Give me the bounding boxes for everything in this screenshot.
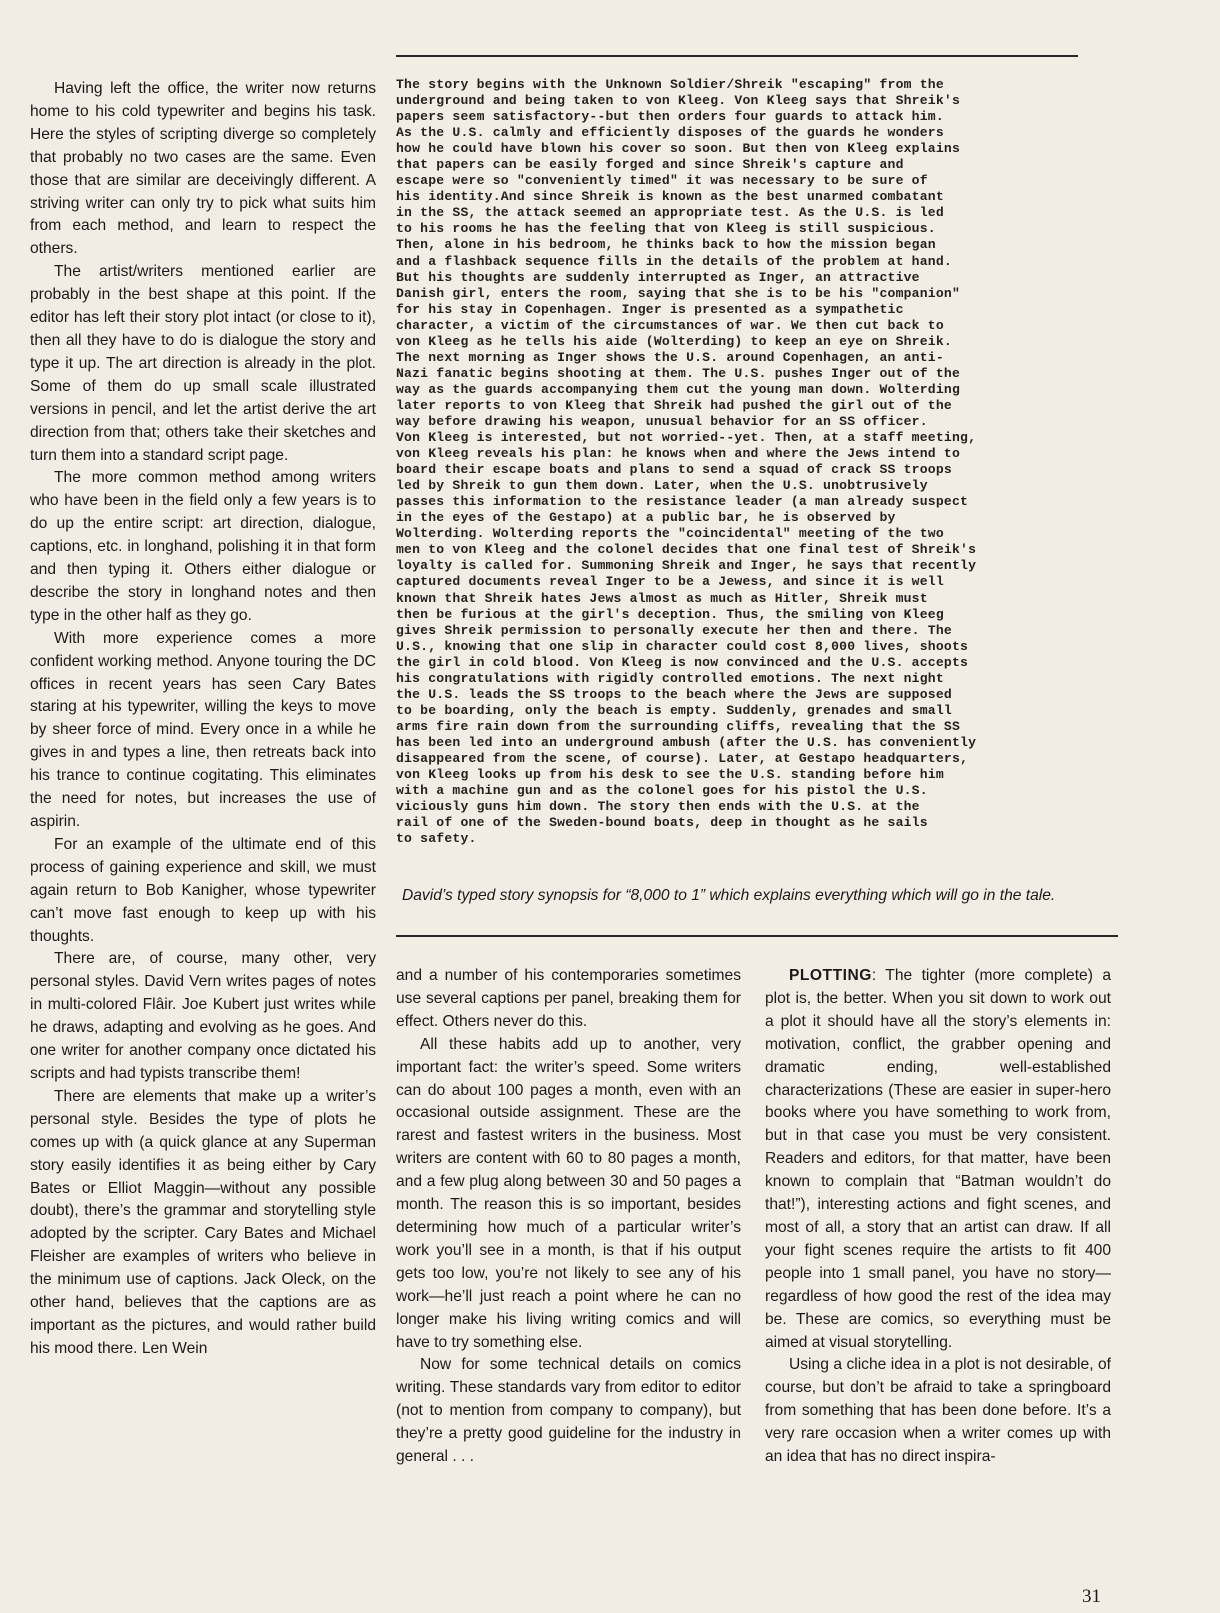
synopsis-line: von Kleeg reveals his plan: he knows when and where the Jews intend to [396,446,961,462]
synopsis-line: has been led into an underground ambush (after the U.S. has conveniently [396,734,977,750]
left-paragraph-1: Having left the office, the writer now returns home to his cold typewriter and begins his task. Here the styles of scripting diverge so completely that probably no two cases are the same. Even those that are similar are deceivingly different. A striving writer can only try to pick what suits him from each method, and learn to respect the others. [30,80,376,258]
plotting-paragraph [765,965,1111,1354]
synopsis-line: captured documents reveal Inger to be a Jewess, and since it is well [396,574,944,590]
synopsis-line: way before drawing his weapon, unusual behavior for an SS officer. [396,413,928,429]
synopsis-line: led by Shreik to gun them down. Later, when the U.S. unobtrusively [396,478,928,494]
synopsis-line: and a flashback sequence fills in the details of the problem at hand. [396,253,952,269]
synopsis-line: later reports to von Kleeg that Shreik had pushed the girl out of the [396,397,952,413]
synopsis-line: The story begins with the Unknown Soldier/Shreik "escaping" from the [396,77,944,92]
middle-paragraph-3: Now for some technical details on comics writing. These standards vary from editor to editor (not to mention from company to company), but they’re a pretty good guideline for the industry in general . . . [396,1356,741,1466]
synopsis-line: in the SS, the attack seemed an appropriate test. As the U.S. is led [396,205,944,221]
synopsis-line: way as the guards accompanying them cut the young man down. Wolterding [396,381,961,397]
middle-column [396,965,741,1469]
plotting-text: : The tighter (more complete) a plot is, the better. When you sit down to work out a plot it should have all the story’s elements in: motivation, conflict, the grabber opening and dramatic ending, well-established characterizations (These are easier in super-hero books where you have something to work from, but in that case you must be very consistent. Readers and editors, for that matter, have been known to complain that “Batman wouldn’t do that!”), interesting actions and fight scenes, and most of all, a story that an artist can draw. If all your fight scenes require the artists to fit 400 people into 1 small panel, you have no story—regardless of how good the rest of the idea may be. These are comics, so everything must be aimed at visual storytelling. [765,967,1111,1351]
synopsis-line: But his thoughts are suddenly interrupted as Inger, an attractive [396,269,920,285]
synopsis-line: von Kleeg as he tells his aide (Wolterding) to keep an eye on Shreik. [396,333,952,349]
synopsis-line: Danish girl, enters the room, saying that she is to be his "companion" [396,285,961,301]
caption-divider [396,935,1118,937]
synopsis-line: in the eyes of the Gestapo) at a public bar, he is observed by [396,510,896,526]
page-number: 31 [1082,1586,1101,1607]
synopsis-caption: David’s typed story synopsis for “8,000 to 1” which explains everything which will go in the tale. [402,887,1056,904]
synopsis-line: how he could have blown his cover so soon. But then von Kleeg explains [396,141,961,157]
synopsis-line: then be furious at the girl's deception. Thus, the smiling von Kleeg [396,606,944,622]
synopsis-line: that papers can be easily forged and since Shreik's capture and [396,157,904,173]
synopsis-line: U.S., knowing that one slip in character could cost 8,000 lives, shoots [396,638,969,654]
left-paragraph-5: For an example of the ultimate end of this process of gaining experience and skill, we must again return to Bob Kanigher, whose typewriter can’t move fast enough to keep up with his thoughts. [30,835,376,945]
left-paragraph-3: The more common method among writers who have been in the field only a few years is to do up the entire script: art direction, dialogue, captions, etc. in longhand, polishing it in that form and then typing it. Others either dialogue or describe the story in longhand notes and then type in the other half as they go. [30,469,376,624]
synopsis-line: escape were so "conveniently timed" it was necessary to be sure of [396,173,928,189]
synopsis-line: Von Kleeg is interested, but not worried--yet. Then, at a staff meeting, [396,430,977,446]
synopsis-line: The next morning as Inger shows the U.S. around Copenhagen, an anti- [396,349,944,365]
typed-synopsis [396,77,1110,847]
middle-paragraph-1: and a number of his contemporaries sometimes use several captions per panel, breaking them for effect. Others never do this. [396,967,741,1030]
synopsis-line: arms fire rain down from the surrounding cliffs, revealing that the SS [396,718,961,734]
synopsis-line: Wolterding. Wolterding reports the "coincidental" meeting of the two [396,526,944,542]
synopsis-line: Nazi fanatic begins shooting at them. The U.S. pushes Inger out of the [396,365,961,381]
synopsis-line: to be boarding, only the beach is empty. Suddenly, grenades and small [396,702,952,718]
top-divider [396,55,1078,57]
left-paragraph-4: With more experience comes a more confident working method. Anyone touring the DC offices in recent years has seen Cary Bates staring at his typewriter, willing the keys to move by sheer force of mind. Every once in a while he gives in and types a line, then retreats back into his trance to continue cogitating. This eliminates the need for notes, but increases the use of aspirin. [30,629,376,830]
synopsis-line: for his stay in Copenhagen. Inger is presented as a sympathetic [396,301,904,317]
cliche-paragraph: Using a cliche idea in a plot is not desirable, of course, but don’t be afraid to take a springboard from something that has been done before. It’s a very rare occasion when a writer comes up with an idea that has no direct inspira- [765,1356,1111,1466]
synopsis-line: to safety. [396,831,477,847]
synopsis-line: with a machine gun and as the colonel goes for his pistol the U.S. [396,783,928,799]
middle-paragraph-2: All these habits add up to another, very important fact: the writer’s speed. Some writers can do about 100 pages a month, even with an occasional outside assignment. These are the rarest and fastest writers in the business. Most writers are content with 60 to 80 pages a month, and a few plug along between 30 and 50 pages a month. The reason this is so important, besides determining how much of a particular writer’s work you’ll see in a month, is that if his output gets too low, you’re not likely to see any of his work—he’ll just reach a point where he can no longer make his living writing comics and will have to try something else. [396,1035,741,1351]
right-column [765,965,1111,1469]
synopsis-line: disappeared from the scene, of course). Later, at Gestapo headquarters, [396,750,969,766]
synopsis-line: von Kleeg looks up from his desk to see the U.S. standing before him [396,767,944,783]
synopsis-line: As the U.S. calmly and efficiently disposes of the guards he wonders [396,125,944,141]
synopsis-line: his identity.And since Shreik is known as the best unarmed combatant [396,189,944,205]
synopsis-line: loyalty is called for. Summoning Shreik and Inger, he says that recently [396,558,977,574]
synopsis-line: rail of one of the Sweden-bound boats, deep in thought as he sails [396,815,928,831]
synopsis-line: Then, alone in his bedroom, he thinks back to how the mission began [396,237,936,253]
synopsis-line: underground and being taken to von Kleeg. Von Kleeg says that Shreik's [396,93,961,109]
synopsis-line: men to von Kleeg and the colonel decides that one final test of Shreik's [396,542,977,558]
left-paragraph-7: There are elements that make up a writer’s personal style. Besides the type of plots he comes up with (a quick glance at any Superman story easily identifies it as being either by Cary Bates or Elliot Maggin—without any possible doubt), there’s the grammar and storytelling style adopted by the scripter. Cary Bates and Michael Fleisher are examples of writers who believe in the minimum use of captions. Jack Oleck, on the other hand, believes that the captions are as important as the pictures, and would rather build his mood there. Len Wein [30,1087,376,1357]
left-column [30,78,376,1361]
left-paragraph-2: The artist/writers mentioned earlier are probably in the best shape at this point. If the editor has left their story plot intact (or close to it), then all they have to do is dialogue the story and type it up. The art direction is already in the plot. Some of them do up small scale illustrated versions in pencil, and let the artist derive the art direction from that; others take their sketches and turn them into a standard script page. [30,263,376,464]
synopsis-line: passes this information to the resistance leader (a man already suspect [396,494,969,510]
synopsis-line: the girl in cold blood. Von Kleeg is now convinced and the U.S. accepts [396,654,969,670]
plotting-heading: PLOTTING [789,967,872,984]
synopsis-line: papers seem satisfactory--but then orders four guards to attack him. [396,109,944,125]
synopsis-line: character, a victim of the circumstances of war. We then cut back to [396,317,944,333]
synopsis-line: board their escape boats and plans to send a squad of crack SS troops [396,462,952,478]
left-paragraph-6: There are, of course, many other, very personal styles. David Vern writes pages of notes in multi-colored Flâir. Joe Kubert just writes while he draws, adapting and evolving as he goes. And one writer for another company once dictated his scripts and had typists transcribe them! [30,950,376,1082]
synopsis-line: to his rooms he has the feeling that von Kleeg is still suspicious. [396,221,936,237]
synopsis-line: known that Shreik hates Jews almost as much as Hitler, Shreik must [396,590,928,606]
synopsis-line: gives Shreik permission to personally execute her then and there. The [396,622,952,638]
synopsis-line: viciously guns him down. The story then ends with the U.S. at the [396,799,920,815]
synopsis-line: the U.S. leads the SS troops to the beach where the Jews are supposed [396,686,952,702]
synopsis-line: his congratulations with rigidly controlled emotions. The next night [396,670,944,686]
